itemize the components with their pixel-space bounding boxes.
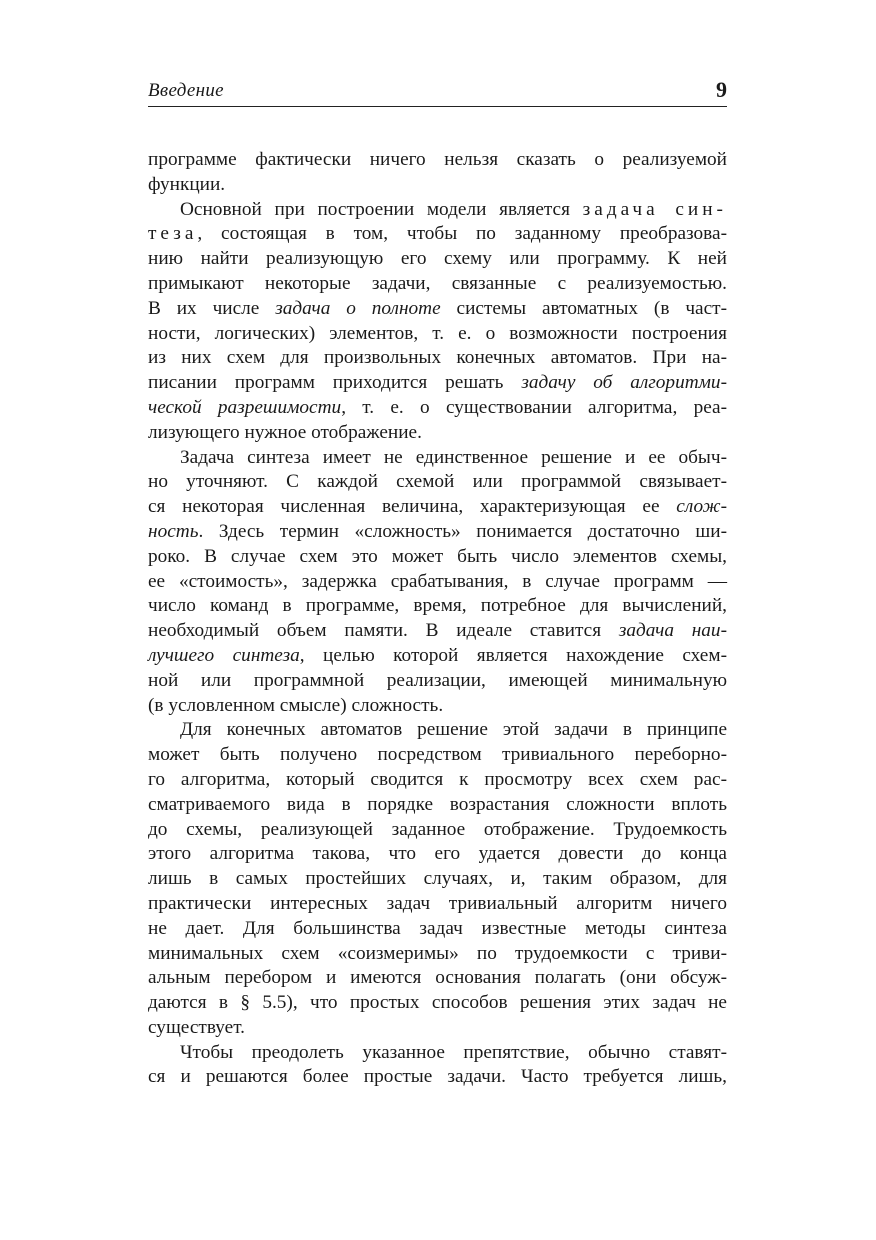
text-line: до схемы, реализующей заданное отображение. Трудоемкость [148,818,727,840]
text-line: Чтобы преодолеть указанное препятствие, обычно ставят- [180,1041,727,1063]
text-line: нию найти реализующую его схему или программу. К ней [148,248,727,270]
text-line: ность. Здесь термин «сложность» понимается достаточно ши- [148,520,727,542]
text-line: ся некоторая численная величина, характеризующая ее слож- [148,496,727,518]
emphasis-term: лучшего синтеза [148,644,300,666]
text-line: может быть получено посредством тривиального переборно- [148,744,727,766]
page-number: 9 [716,77,727,102]
text-line: В их числе задача о полноте системы автоматных (в част- [148,297,727,319]
page-body [148,148,727,1090]
text-line: альным перебором и имеются основания полагать (они обсуж- [148,967,727,989]
text-line: программе фактически ничего нельзя сказать о реализуемой [148,149,727,170]
text-line: роко. В случае схем это может быть число элементов схемы, [148,545,727,567]
text-line: Задача синтеза имеет не единственное решение и ее обыч- [180,446,727,468]
text-line: число команд в программе, время, потребное для вычислений, [148,595,727,617]
text-line: минимальных схем «соизмеримы» по трудоемкости с триви- [148,942,727,964]
text-line: ности, логических) элементов, т. е. о возможности построения [148,322,727,344]
text-line: ее «стоимость», задержка срабатывания, в случае программ — [148,570,727,592]
emphasis-term: ческой разрешимости [148,396,342,418]
text-line: но уточняют. С каждой схемой или программой связывает- [148,471,727,493]
text-line: (в условленном смысле) сложность. [148,694,444,716]
text-line: необходимый объем памяти. В идеале ставится задача наи- [148,620,727,642]
text-line: лизующего нужное отображение. [148,421,422,443]
text-line: примыкают некоторые задачи, связанные с реализуемостью. [148,272,727,294]
text-line: лишь в самых простейших случаях, и, таким образом, для [148,868,727,890]
text-line: существует. [148,1016,245,1038]
emphasis-spaced: задача син- [582,198,727,220]
text-line: лучшего синтеза, целью которой является нахождение схем- [148,644,727,666]
text-line: го алгоритма, который сводится к просмотру всех схем рас- [148,768,727,790]
emphasis-term: задача наи- [618,620,727,642]
text-line: писании программ приходится решать задачу об алгоритми- [148,372,727,394]
emphasis-term: ность [148,520,199,542]
text-line: не дает. Для большинства задач известные методы синтеза [148,917,727,939]
text-line: сматриваемого вида в порядке возрастания сложности вплоть [148,793,727,815]
chapter-title: Введение [148,80,224,101]
text-line: из них схем для произвольных конечных автоматов. При на- [148,347,727,369]
text-line: теза, состоящая в том, чтобы по заданному преобразова- [148,223,727,245]
text-line: этого алгоритма такова, что его удается довести до конца [148,843,727,865]
emphasis-term: слож- [676,496,727,518]
text-line: Основной при построении модели является задача син- [180,198,727,220]
text-line: функции. [148,173,226,195]
text-line: Для конечных автоматов решение этой задачи в принципе [180,719,727,741]
emphasis-term: задача о полноте [275,297,441,319]
running-header [148,78,727,107]
emphasis-spaced: теза [148,223,198,245]
text-line: ной или программной реализации, имеющей минимальную [148,669,727,691]
text-line: даются в § 5.5), что простых способов решения этих задач не [148,992,727,1014]
text-line: практически интересных задач тривиальный алгоритм ничего [148,892,727,914]
emphasis-term: задачу об алгоритми- [521,372,727,394]
text-line: ческой разрешимости, т. е. о существовании алгоритма, реа- [148,396,727,418]
text-line: ся и решаются более простые задачи. Часто требуется лишь, [148,1066,727,1088]
